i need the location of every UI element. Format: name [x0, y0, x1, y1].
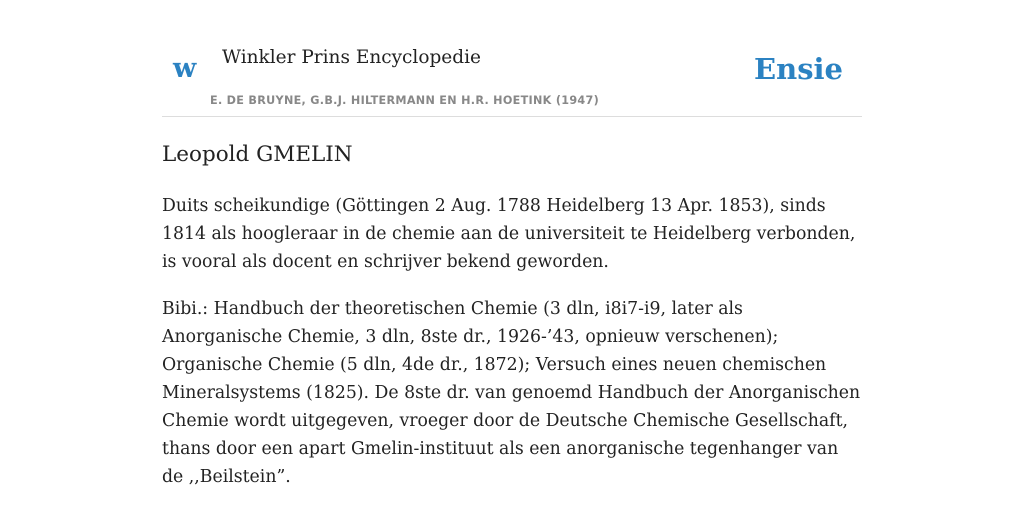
source-title[interactable]: Winkler Prins Encyclopedie — [222, 47, 481, 68]
source-authors: E. DE BRUYNE, G.B.J. HILTERMANN EN H.R. HOETINK (1947) — [210, 94, 599, 107]
entry-paragraph: Duits scheikundige (Göttingen 2 Aug. 1788 Heidelberg 13 Apr. 1853), sinds 1814 als hoogleraar in de chemie aan de universiteit te Heidelberg verbonden, is vooral als docent en schrijver bekend geworden. — [162, 196, 856, 272]
entry-paragraph: Bibi.: Handbuch der theoretischen Chemie (3 dln, i8i7-i9, later als Anorganische Chemie, 3 dln, 8ste dr., 1926-’43, opnieuw verschenen); Organische Chemie (5 dln, 4de dr., 1872); Versuch eines neuen chemischen Mineralsystems (1825). De 8ste dr. van genoemd Handbuch der Anorganischen Chemie wordt uitgegeven, vroeger door de Deutsche Chemische Gesellschaft, thans door een apart Gmelin-instituut als een anorganische tegenhanger van de ,,Beilstein”. — [162, 299, 861, 487]
source-logo[interactable]: w — [173, 53, 197, 84]
entry-title: Leopold GMELIN — [162, 142, 353, 167]
source-header — [162, 0, 862, 117]
ensie-logo[interactable]: Ensie — [754, 52, 843, 86]
article-page — [162, 0, 862, 487]
